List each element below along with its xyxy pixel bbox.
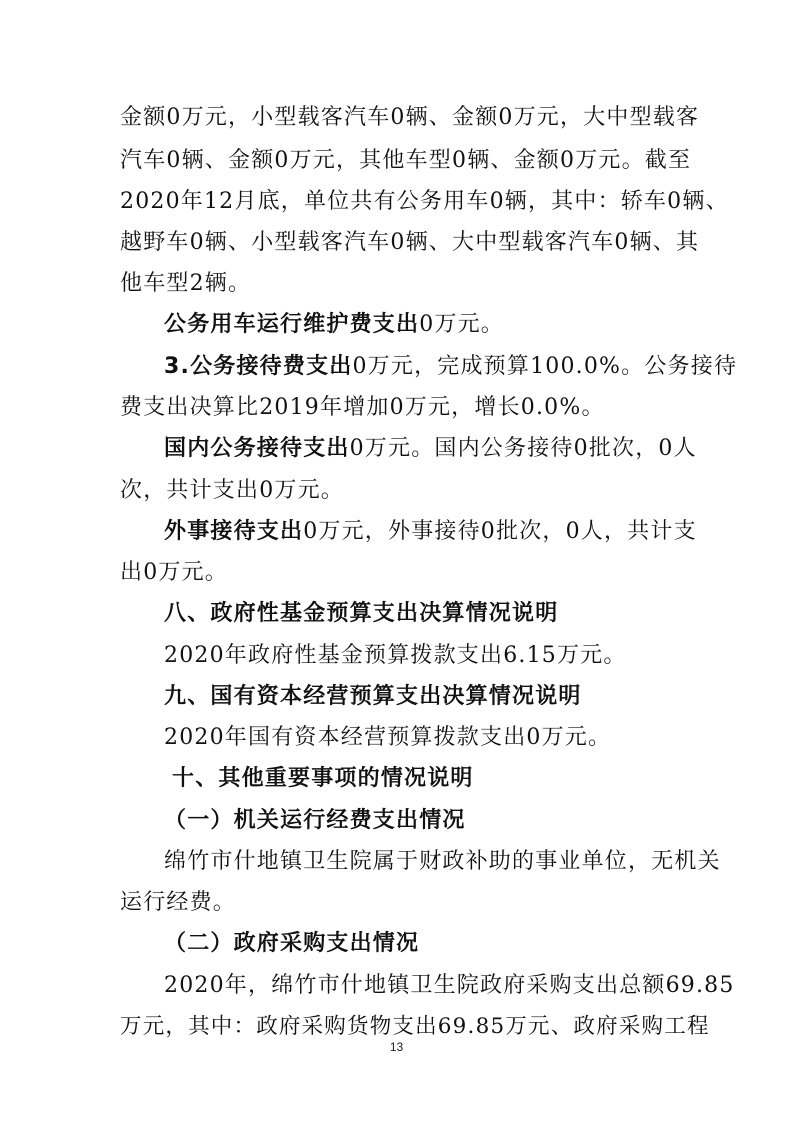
paragraph-line: 绵竹市什地镇卫生院属于财政补助的事业单位，无机关 — [164, 849, 721, 874]
paragraph-line: 费支出决算比2019年增加0万元，增长0.0%。 — [120, 395, 605, 420]
paragraph-line: 国内公务接待支出0万元。国内公务接待0批次，0人 — [164, 436, 697, 461]
paragraph-line: 2020年12月底，单位共有公务用车0辆，其中：轿车0辆、 — [120, 189, 729, 214]
subsection-heading: （二）政府采购支出情况 — [164, 931, 420, 956]
paragraph-line: 外事接待支出0万元，外事接待0批次，0人，共计支 — [164, 519, 697, 544]
section-heading: 十、其他重要事项的情况说明 — [172, 766, 474, 791]
paragraph-line: 万元，其中：政府采购货物支出69.85万元、政府采购工程 — [120, 1014, 710, 1039]
paragraph-line: 运行经费。 — [120, 890, 237, 915]
paragraph-line: 2020年政府性基金预算拨款支出6.15万元。 — [164, 643, 627, 668]
subsection-heading: （一）机关运行经费支出情况 — [164, 808, 466, 833]
paragraph-line: 公务用车运行维护费支出0万元。 — [164, 312, 505, 337]
paragraph-line: 2020年国有资本经营预算拨款支出0万元。 — [164, 725, 612, 750]
paragraph-line: 越野车0辆、小型载客汽车0辆、大中型载客汽车0辆、其 — [120, 230, 700, 255]
paragraph-line: 他车型2辆。 — [120, 271, 252, 296]
section-heading: 八、政府性基金预算支出决算情况说明 — [164, 601, 559, 626]
bold-label: 3.公务接待费支出 — [164, 354, 353, 379]
paragraph-line: 汽车0辆、金额0万元，其他车型0辆、金额0万元。截至 — [120, 148, 692, 173]
paragraph-line: 金额0万元，小型载客汽车0辆、金额0万元，大中型载客 — [120, 105, 700, 130]
paragraph-line: 出0万元。 — [120, 560, 228, 585]
page-number: 13 — [389, 1040, 404, 1054]
paragraph-line: 次，共计支出0万元。 — [120, 478, 344, 503]
bold-label: 公务用车运行维护费支出 — [164, 312, 420, 337]
paragraph-line: 3.公务接待费支出0万元，完成预算100.0%。公务接待 — [164, 354, 738, 379]
section-heading: 九、国有资本经营预算支出决算情况说明 — [164, 684, 582, 709]
bold-label: 外事接待支出 — [164, 519, 304, 544]
bold-label: 国内公务接待支出 — [164, 436, 350, 461]
paragraph-line: 2020年，绵竹市什地镇卫生院政府采购支出总额69.85 — [164, 973, 735, 998]
